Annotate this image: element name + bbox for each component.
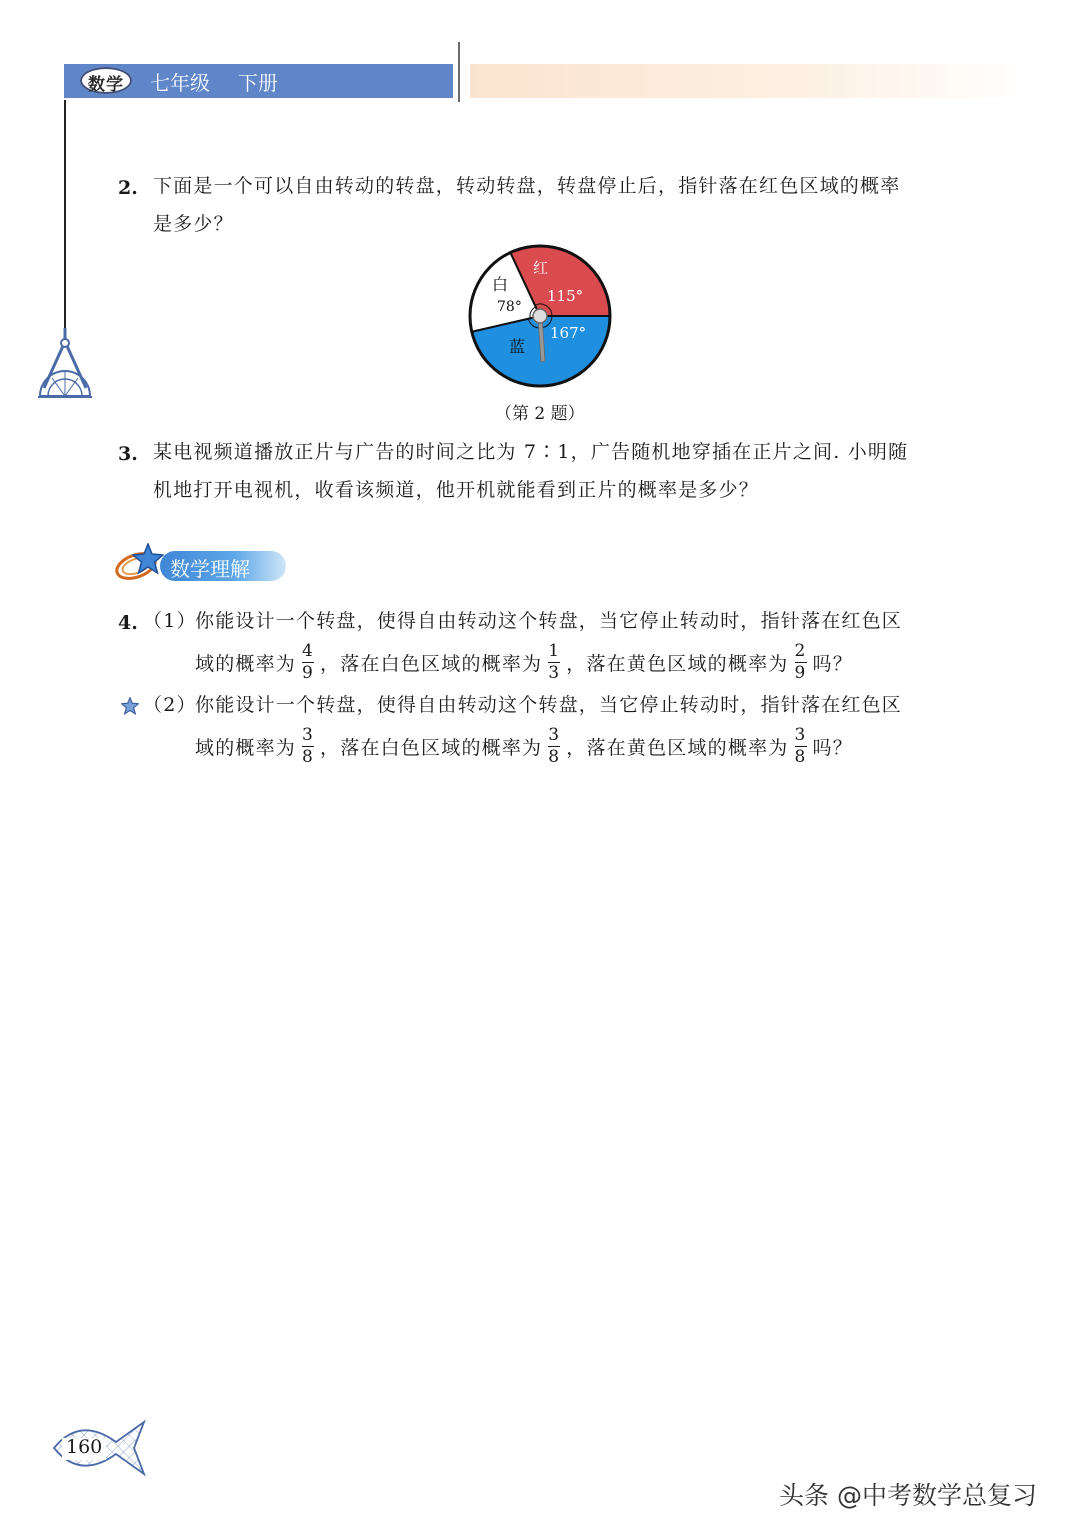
question-4-part1-label: （1） <box>143 610 197 632</box>
spinner-angle-red: 115° <box>547 287 584 305</box>
question-4-part1-line1: 你能设计一个转盘，使得自由转动这个转盘，当它停止转动时，指针落在红色区 <box>195 610 903 632</box>
spinner-label-blue: 蓝 <box>509 337 526 356</box>
question-4-number: 4. <box>118 612 138 634</box>
text-segment: ，落在黄色区域的概率为 <box>566 737 789 759</box>
text-segment: ，落在黄色区域的概率为 <box>566 653 789 675</box>
fraction-1-3: $\frac{1}{3}$ <box>548 641 561 683</box>
figure-caption: （第 2 题） <box>495 404 585 424</box>
spinner-diagram <box>465 241 615 391</box>
page-number: 160 <box>66 1436 103 1458</box>
fraction-4-9: $\frac{4}{9}$ <box>302 641 315 683</box>
question-3-line1: 某电视频道播放正片与广告的时间之比为 7∶1，广告随机地穿插在正片之间. 小明随 <box>153 441 909 463</box>
question-4-part2-line1: 你能设计一个转盘，使得自由转动这个转盘，当它停止转动时，指针落在红色区 <box>195 694 903 716</box>
spinner-label-red: 红 <box>533 259 549 277</box>
grade-label: 七年级 <box>150 71 210 95</box>
compass-icon <box>36 326 94 400</box>
header-divider <box>458 42 460 102</box>
question-2-line2: 是多少？ <box>153 213 234 235</box>
subject-label: 数学 <box>88 75 124 95</box>
section-title: 数学理解 <box>170 557 250 581</box>
volume-label: 下册 <box>238 71 278 95</box>
watermark: 头条 @中考数学总复习 <box>779 1481 1037 1510</box>
question-2-line1: 下面是一个可以自由转动的转盘，转动转盘，转盘停止后，指针落在红色区域的概率 <box>153 175 901 197</box>
question-2-number: 2. <box>118 177 138 199</box>
text-segment: 域的概率为 <box>195 737 297 759</box>
spinner-angle-white: 78° <box>497 299 522 315</box>
question-3-line2: 机地打开电视机，收看该频道，他开机就能看到正片的概率是多少？ <box>153 479 760 501</box>
question-4-part2-label: （2） <box>143 694 197 716</box>
question-3-number: 3. <box>118 443 138 465</box>
fraction-2-9: $\frac{2}{9}$ <box>794 641 807 683</box>
question-4-part1-line2 <box>195 641 853 684</box>
text-segment: ，落在白色区域的概率为 <box>320 653 543 675</box>
text-segment: 域的概率为 <box>195 653 297 675</box>
text-segment: 吗？ <box>812 653 853 675</box>
spinner-angle-blue: 167° <box>550 324 587 342</box>
fraction-3-8: $\frac{3}{8}$ <box>302 725 315 767</box>
fraction-3-8: $\frac{3}{8}$ <box>548 725 561 767</box>
spinner-label-white: 白 <box>492 275 509 294</box>
fraction-3-8: $\frac{3}{8}$ <box>794 725 807 767</box>
question-4-part2-line2 <box>195 725 853 768</box>
star-icon <box>132 543 164 575</box>
margin-line <box>64 100 66 328</box>
text-segment: 吗？ <box>812 737 853 759</box>
header-gradient <box>470 64 1030 98</box>
difficulty-star-icon <box>121 697 139 715</box>
text-segment: ，落在白色区域的概率为 <box>320 737 543 759</box>
